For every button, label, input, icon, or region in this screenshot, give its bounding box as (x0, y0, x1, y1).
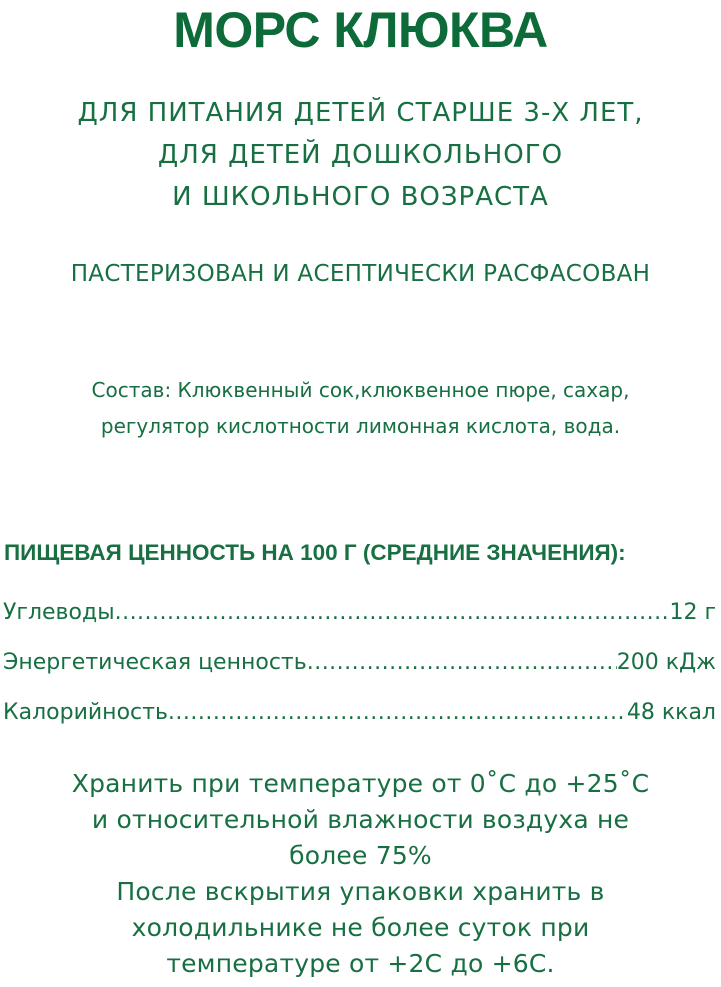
storage-line: холодильнике не более суток при (131, 913, 590, 942)
composition-block (0, 372, 721, 444)
storage-line: После вскрытия упаковки хранить в (116, 877, 605, 906)
storage-line: более 75% (289, 841, 432, 870)
nutrition-row-carbs (3, 588, 716, 638)
dot-leader (307, 638, 617, 688)
composition-line: Состав: Клюквенный сок,клюквенное пюре, сахар, (91, 378, 630, 402)
nutrition-name: Углеводы (3, 600, 115, 625)
nutrition-heading: ПИЩЕВАЯ ЦЕННОСТЬ НА 100 Г (СРЕДНИЕ ЗНАЧЕНИЯ): (4, 540, 626, 565)
composition-line: регулятор кислотности лимонная кислота, вода. (100, 414, 621, 438)
nutrition-row-calories (3, 688, 716, 738)
audience-line: ДЛЯ ПИТАНИЯ ДЕТЕЙ СТАРШЕ 3-Х ЛЕТ, (77, 98, 644, 128)
storage-line: температуре от +2С до +6С. (166, 949, 555, 978)
pasteurized-note: ПАСТЕРИЗОВАН И АСЕПТИЧЕСКИ РАСФАСОВАН (70, 261, 651, 287)
storage-line: Хранить при температуре от 0˚С до +25˚С (71, 769, 650, 798)
dot-leader (168, 688, 627, 738)
audience-block (0, 92, 721, 218)
storage-instructions (0, 766, 721, 982)
nutrition-row-energy (3, 638, 716, 688)
product-title: МОРС КЛЮКВА (173, 2, 548, 58)
dot-leader (115, 588, 670, 638)
audience-line: И ШКОЛЬНОГО ВОЗРАСТА (172, 182, 549, 212)
audience-line: ДЛЯ ДЕТЕЙ ДОШКОЛЬНОГО (157, 140, 564, 170)
nutrition-value: 48 ккал (626, 700, 716, 725)
nutrition-value: 200 кДж (616, 650, 716, 675)
nutrition-name: Энергетическая ценность (3, 650, 307, 675)
storage-line: и относительной влажности воздуха не (91, 805, 630, 834)
nutrition-table (3, 588, 716, 738)
nutrition-value: 12 г (669, 600, 716, 625)
nutrition-name: Калорийность (3, 700, 168, 725)
